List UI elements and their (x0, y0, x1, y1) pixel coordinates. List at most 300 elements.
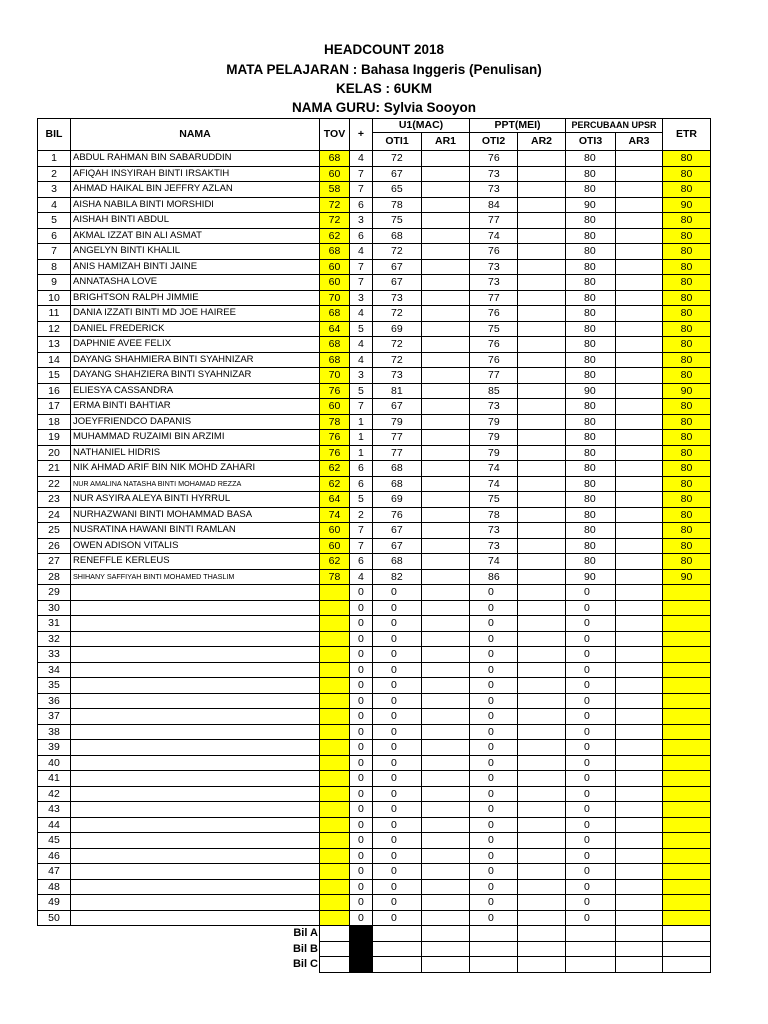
row-etr (663, 879, 711, 895)
row-ar1 (422, 802, 470, 818)
row-ar1 (422, 693, 470, 709)
row-ar3 (616, 585, 663, 601)
summary-cell (518, 941, 566, 957)
table-row (38, 709, 711, 725)
table-row (38, 786, 711, 802)
row-ar2 (518, 848, 566, 864)
row-etr: 80 (663, 244, 711, 260)
row-oti1: 0 (373, 802, 422, 818)
row-oti2: 0 (470, 848, 518, 864)
row-ar3 (616, 879, 663, 895)
row-etr: 80 (663, 182, 711, 198)
row-oti1: 67 (373, 275, 422, 291)
row-oti3: 80 (566, 430, 616, 446)
table-row (38, 724, 711, 740)
row-oti2: 0 (470, 709, 518, 725)
row-nama: RENEFFLE KERLEUS (71, 554, 320, 570)
row-bil: 17 (38, 399, 71, 415)
row-ar1 (422, 368, 470, 384)
row-oti2: 76 (470, 306, 518, 322)
table-row (38, 879, 711, 895)
summary-row (38, 926, 711, 942)
table-row (38, 678, 711, 694)
row-oti2: 77 (470, 213, 518, 229)
row-plus: 5 (350, 492, 373, 508)
row-plus: 4 (350, 244, 373, 260)
row-oti1: 72 (373, 352, 422, 368)
row-ar3 (616, 693, 663, 709)
row-plus: 0 (350, 678, 373, 694)
row-etr: 80 (663, 275, 711, 291)
row-etr (663, 864, 711, 880)
row-oti1: 68 (373, 476, 422, 492)
row-oti1: 0 (373, 678, 422, 694)
table-row (38, 523, 711, 539)
row-oti2: 74 (470, 554, 518, 570)
summary-cell (470, 926, 518, 942)
row-oti2: 73 (470, 275, 518, 291)
row-oti1: 0 (373, 740, 422, 756)
row-nama (71, 740, 320, 756)
summary-cell (616, 957, 663, 973)
row-oti1: 69 (373, 492, 422, 508)
row-oti2: 74 (470, 461, 518, 477)
row-oti1: 75 (373, 213, 422, 229)
row-plus: 0 (350, 724, 373, 740)
row-oti1: 81 (373, 383, 422, 399)
summary-cell (616, 941, 663, 957)
row-tov: 78 (320, 414, 350, 430)
row-etr: 90 (663, 569, 711, 585)
row-oti3: 80 (566, 368, 616, 384)
row-etr (663, 678, 711, 694)
row-oti3: 0 (566, 817, 616, 833)
row-ar2 (518, 306, 566, 322)
row-bil: 33 (38, 647, 71, 663)
row-nama: DAYANG SHAHMIERA BINTI SYAHNIZAR (71, 352, 320, 368)
row-nama (71, 879, 320, 895)
table-row (38, 352, 711, 368)
row-ar3 (616, 399, 663, 415)
table-row (38, 275, 711, 291)
row-ar2 (518, 693, 566, 709)
row-bil: 45 (38, 833, 71, 849)
row-ar1 (422, 879, 470, 895)
row-ar3 (616, 383, 663, 399)
summary-label: Bil B (292, 942, 318, 955)
row-tov: 62 (320, 554, 350, 570)
row-plus: 7 (350, 259, 373, 275)
row-oti3: 80 (566, 554, 616, 570)
row-nama: SHIHANY SAFFIYAH BINTI MOHAMED THASLIM (71, 569, 320, 585)
row-ar1 (422, 600, 470, 616)
row-nama: ELIESYA CASSANDRA (71, 383, 320, 399)
row-plus: 0 (350, 600, 373, 616)
row-ar3 (616, 492, 663, 508)
row-oti2: 0 (470, 693, 518, 709)
row-etr (663, 786, 711, 802)
row-oti1: 67 (373, 166, 422, 182)
row-bil: 47 (38, 864, 71, 880)
row-ar3 (616, 275, 663, 291)
table-row (38, 864, 711, 880)
row-oti2: 77 (470, 368, 518, 384)
row-bil: 43 (38, 802, 71, 818)
row-bil: 19 (38, 430, 71, 446)
summary-label: Bil A (293, 927, 318, 940)
row-plus: 6 (350, 476, 373, 492)
summary-cell (566, 957, 616, 973)
row-nama (71, 724, 320, 740)
row-tov (320, 585, 350, 601)
row-bil: 4 (38, 197, 71, 213)
row-tov: 68 (320, 337, 350, 353)
row-etr (663, 848, 711, 864)
row-plus: 1 (350, 445, 373, 461)
row-ar3 (616, 631, 663, 647)
row-plus: 3 (350, 290, 373, 306)
row-nama: AHMAD HAIKAL BIN JEFFRY AZLAN (71, 182, 320, 198)
row-oti3: 0 (566, 724, 616, 740)
title-class: KELAS : 6UKM (335, 81, 432, 96)
row-bil: 3 (38, 182, 71, 198)
row-oti3: 0 (566, 895, 616, 911)
row-bil: 16 (38, 383, 71, 399)
row-oti3: 0 (566, 848, 616, 864)
row-ar3 (616, 197, 663, 213)
row-oti2: 76 (470, 352, 518, 368)
row-ar1 (422, 538, 470, 554)
row-ar3 (616, 321, 663, 337)
row-plus: 7 (350, 538, 373, 554)
row-ar3 (616, 678, 663, 694)
row-nama: OWEN ADISON VITALIS (71, 538, 320, 554)
col-header-ar1: AR1 (422, 133, 470, 151)
row-plus: 5 (350, 383, 373, 399)
row-ar1 (422, 259, 470, 275)
row-ar2 (518, 864, 566, 880)
row-oti1: 68 (373, 461, 422, 477)
row-oti3: 80 (566, 259, 616, 275)
row-oti1: 67 (373, 523, 422, 539)
row-ar2 (518, 569, 566, 585)
row-ar3 (616, 802, 663, 818)
row-oti2: 74 (470, 476, 518, 492)
row-oti1: 72 (373, 306, 422, 322)
row-bil: 5 (38, 213, 71, 229)
row-ar2 (518, 399, 566, 415)
row-oti2: 75 (470, 321, 518, 337)
row-oti2: 85 (470, 383, 518, 399)
row-etr (663, 600, 711, 616)
row-plus: 7 (350, 182, 373, 198)
row-nama: AISHA NABILA BINTI MORSHIDI (71, 197, 320, 213)
row-oti3: 0 (566, 600, 616, 616)
row-ar3 (616, 507, 663, 523)
row-oti3: 0 (566, 786, 616, 802)
row-nama (71, 786, 320, 802)
row-ar1 (422, 492, 470, 508)
row-ar3 (616, 290, 663, 306)
row-ar1 (422, 724, 470, 740)
row-plus: 4 (350, 306, 373, 322)
summary-row (38, 941, 711, 957)
summary-cell (373, 926, 422, 942)
row-oti3: 80 (566, 461, 616, 477)
table-row (38, 213, 711, 229)
row-ar2 (518, 538, 566, 554)
row-tov (320, 848, 350, 864)
row-oti3: 80 (566, 166, 616, 182)
row-oti3: 80 (566, 151, 616, 167)
row-tov (320, 647, 350, 663)
row-oti3: 0 (566, 647, 616, 663)
row-ar1 (422, 771, 470, 787)
row-oti1: 73 (373, 290, 422, 306)
row-oti2: 76 (470, 244, 518, 260)
row-ar1 (422, 197, 470, 213)
row-oti1: 0 (373, 631, 422, 647)
row-tov: 68 (320, 244, 350, 260)
row-tov (320, 600, 350, 616)
row-oti2: 73 (470, 166, 518, 182)
row-etr: 80 (663, 368, 711, 384)
row-ar3 (616, 600, 663, 616)
row-oti3: 80 (566, 445, 616, 461)
row-plus: 0 (350, 616, 373, 632)
row-oti2: 0 (470, 833, 518, 849)
col-header-oti2: OTI2 (470, 133, 518, 151)
row-nama (71, 662, 320, 678)
row-oti1: 0 (373, 817, 422, 833)
row-ar2 (518, 414, 566, 430)
row-bil: 31 (38, 616, 71, 632)
row-etr (663, 817, 711, 833)
row-oti1: 0 (373, 616, 422, 632)
row-etr (663, 802, 711, 818)
student-rows (38, 151, 711, 926)
col-header-etr: ETR (663, 119, 711, 151)
col-header-oti3: OTI3 (566, 133, 616, 151)
row-plus: 7 (350, 275, 373, 291)
row-nama: ANIS HAMIZAH BINTI JAINE (71, 259, 320, 275)
row-tov (320, 833, 350, 849)
row-plus: 3 (350, 368, 373, 384)
row-ar1 (422, 631, 470, 647)
row-ar2 (518, 755, 566, 771)
row-oti2: 0 (470, 910, 518, 926)
row-oti3: 80 (566, 290, 616, 306)
row-nama (71, 848, 320, 864)
row-bil: 46 (38, 848, 71, 864)
row-ar2 (518, 678, 566, 694)
row-oti1: 0 (373, 833, 422, 849)
row-oti2: 0 (470, 662, 518, 678)
row-bil: 1 (38, 151, 71, 167)
row-plus: 5 (350, 321, 373, 337)
row-ar1 (422, 228, 470, 244)
row-ar3 (616, 569, 663, 585)
row-etr (663, 662, 711, 678)
row-oti3: 80 (566, 492, 616, 508)
row-etr: 80 (663, 151, 711, 167)
row-ar2 (518, 647, 566, 663)
row-oti3: 0 (566, 678, 616, 694)
summary-cell (320, 957, 350, 973)
row-oti1: 0 (373, 585, 422, 601)
row-bil: 26 (38, 538, 71, 554)
summary-cell (422, 941, 470, 957)
row-ar2 (518, 724, 566, 740)
row-nama (71, 693, 320, 709)
row-etr (663, 709, 711, 725)
row-tov (320, 771, 350, 787)
row-tov (320, 616, 350, 632)
row-oti1: 67 (373, 538, 422, 554)
row-oti3: 80 (566, 507, 616, 523)
row-nama: MUHAMMAD RUZAIMI BIN ARZIMI (71, 430, 320, 446)
row-etr: 80 (663, 538, 711, 554)
row-plus: 0 (350, 709, 373, 725)
row-oti1: 0 (373, 693, 422, 709)
table-row (38, 166, 711, 182)
table-row (38, 662, 711, 678)
row-nama (71, 709, 320, 725)
table-row (38, 755, 711, 771)
row-ar3 (616, 647, 663, 663)
summary-cell (422, 957, 470, 973)
row-oti3: 80 (566, 275, 616, 291)
row-tov: 64 (320, 492, 350, 508)
headcount-table (37, 118, 711, 973)
row-oti1: 78 (373, 197, 422, 213)
row-oti3: 80 (566, 523, 616, 539)
summary-cell (518, 957, 566, 973)
row-oti2: 73 (470, 399, 518, 415)
row-nama: ERMA BINTI BAHTIAR (71, 399, 320, 415)
row-ar3 (616, 755, 663, 771)
summary-cell (663, 957, 711, 973)
table-row (38, 910, 711, 926)
row-oti3: 0 (566, 616, 616, 632)
row-nama (71, 895, 320, 911)
row-nama (71, 817, 320, 833)
row-oti2: 73 (470, 523, 518, 539)
title-headcount: HEADCOUNT 2018 (323, 42, 445, 57)
table-row (38, 802, 711, 818)
row-plus: 7 (350, 523, 373, 539)
summary-rows (38, 926, 711, 973)
row-ar1 (422, 383, 470, 399)
row-ar1 (422, 647, 470, 663)
row-ar2 (518, 445, 566, 461)
row-tov (320, 693, 350, 709)
row-tov: 70 (320, 368, 350, 384)
row-tov: 62 (320, 228, 350, 244)
row-oti3: 0 (566, 709, 616, 725)
row-tov (320, 724, 350, 740)
row-oti1: 69 (373, 321, 422, 337)
row-bil: 8 (38, 259, 71, 275)
row-etr: 80 (663, 523, 711, 539)
row-plus: 0 (350, 647, 373, 663)
row-oti3: 0 (566, 879, 616, 895)
title-teacher: NAMA GURU: Sylvia Sooyon (291, 100, 477, 115)
row-nama: NIK AHMAD ARIF BIN NIK MOHD ZAHARI (71, 461, 320, 477)
row-nama: ABDUL RAHMAN BIN SABARUDDIN (71, 151, 320, 167)
summary-black-cell (350, 941, 373, 957)
row-nama: NUR AMALINA NATASHA BINTI MOHAMAD REZZA (71, 476, 320, 492)
table-row (38, 197, 711, 213)
row-plus: 0 (350, 786, 373, 802)
row-bil: 24 (38, 507, 71, 523)
row-plus: 7 (350, 399, 373, 415)
row-oti3: 80 (566, 352, 616, 368)
row-bil: 28 (38, 569, 71, 585)
row-ar1 (422, 848, 470, 864)
row-etr (663, 585, 711, 601)
row-ar3 (616, 228, 663, 244)
row-tov: 68 (320, 306, 350, 322)
row-ar2 (518, 833, 566, 849)
table-row (38, 492, 711, 508)
row-bil: 29 (38, 585, 71, 601)
row-oti1: 0 (373, 910, 422, 926)
row-ar3 (616, 724, 663, 740)
row-oti1: 0 (373, 724, 422, 740)
row-bil: 32 (38, 631, 71, 647)
row-ar1 (422, 430, 470, 446)
row-oti1: 68 (373, 228, 422, 244)
row-ar1 (422, 817, 470, 833)
row-ar3 (616, 182, 663, 198)
summary-cell (663, 926, 711, 942)
row-tov: 68 (320, 151, 350, 167)
row-tov (320, 864, 350, 880)
row-plus: 0 (350, 895, 373, 911)
table-row (38, 399, 711, 415)
table-row (38, 647, 711, 663)
summary-cell (470, 941, 518, 957)
row-ar1 (422, 662, 470, 678)
row-oti3: 90 (566, 197, 616, 213)
row-nama (71, 585, 320, 601)
row-oti2: 73 (470, 259, 518, 275)
row-oti1: 67 (373, 399, 422, 415)
row-oti1: 0 (373, 755, 422, 771)
row-ar2 (518, 275, 566, 291)
row-plus: 2 (350, 507, 373, 523)
table-row (38, 337, 711, 353)
row-nama (71, 771, 320, 787)
row-plus: 6 (350, 461, 373, 477)
row-ar3 (616, 786, 663, 802)
row-ar2 (518, 290, 566, 306)
row-tov: 62 (320, 461, 350, 477)
table-row (38, 476, 711, 492)
row-ar2 (518, 662, 566, 678)
table-row (38, 414, 711, 430)
row-bil: 13 (38, 337, 71, 353)
row-bil: 48 (38, 879, 71, 895)
row-ar2 (518, 600, 566, 616)
row-oti2: 78 (470, 507, 518, 523)
row-oti2: 77 (470, 290, 518, 306)
row-bil: 39 (38, 740, 71, 756)
row-tov: 78 (320, 569, 350, 585)
row-ar3 (616, 476, 663, 492)
row-tov (320, 678, 350, 694)
